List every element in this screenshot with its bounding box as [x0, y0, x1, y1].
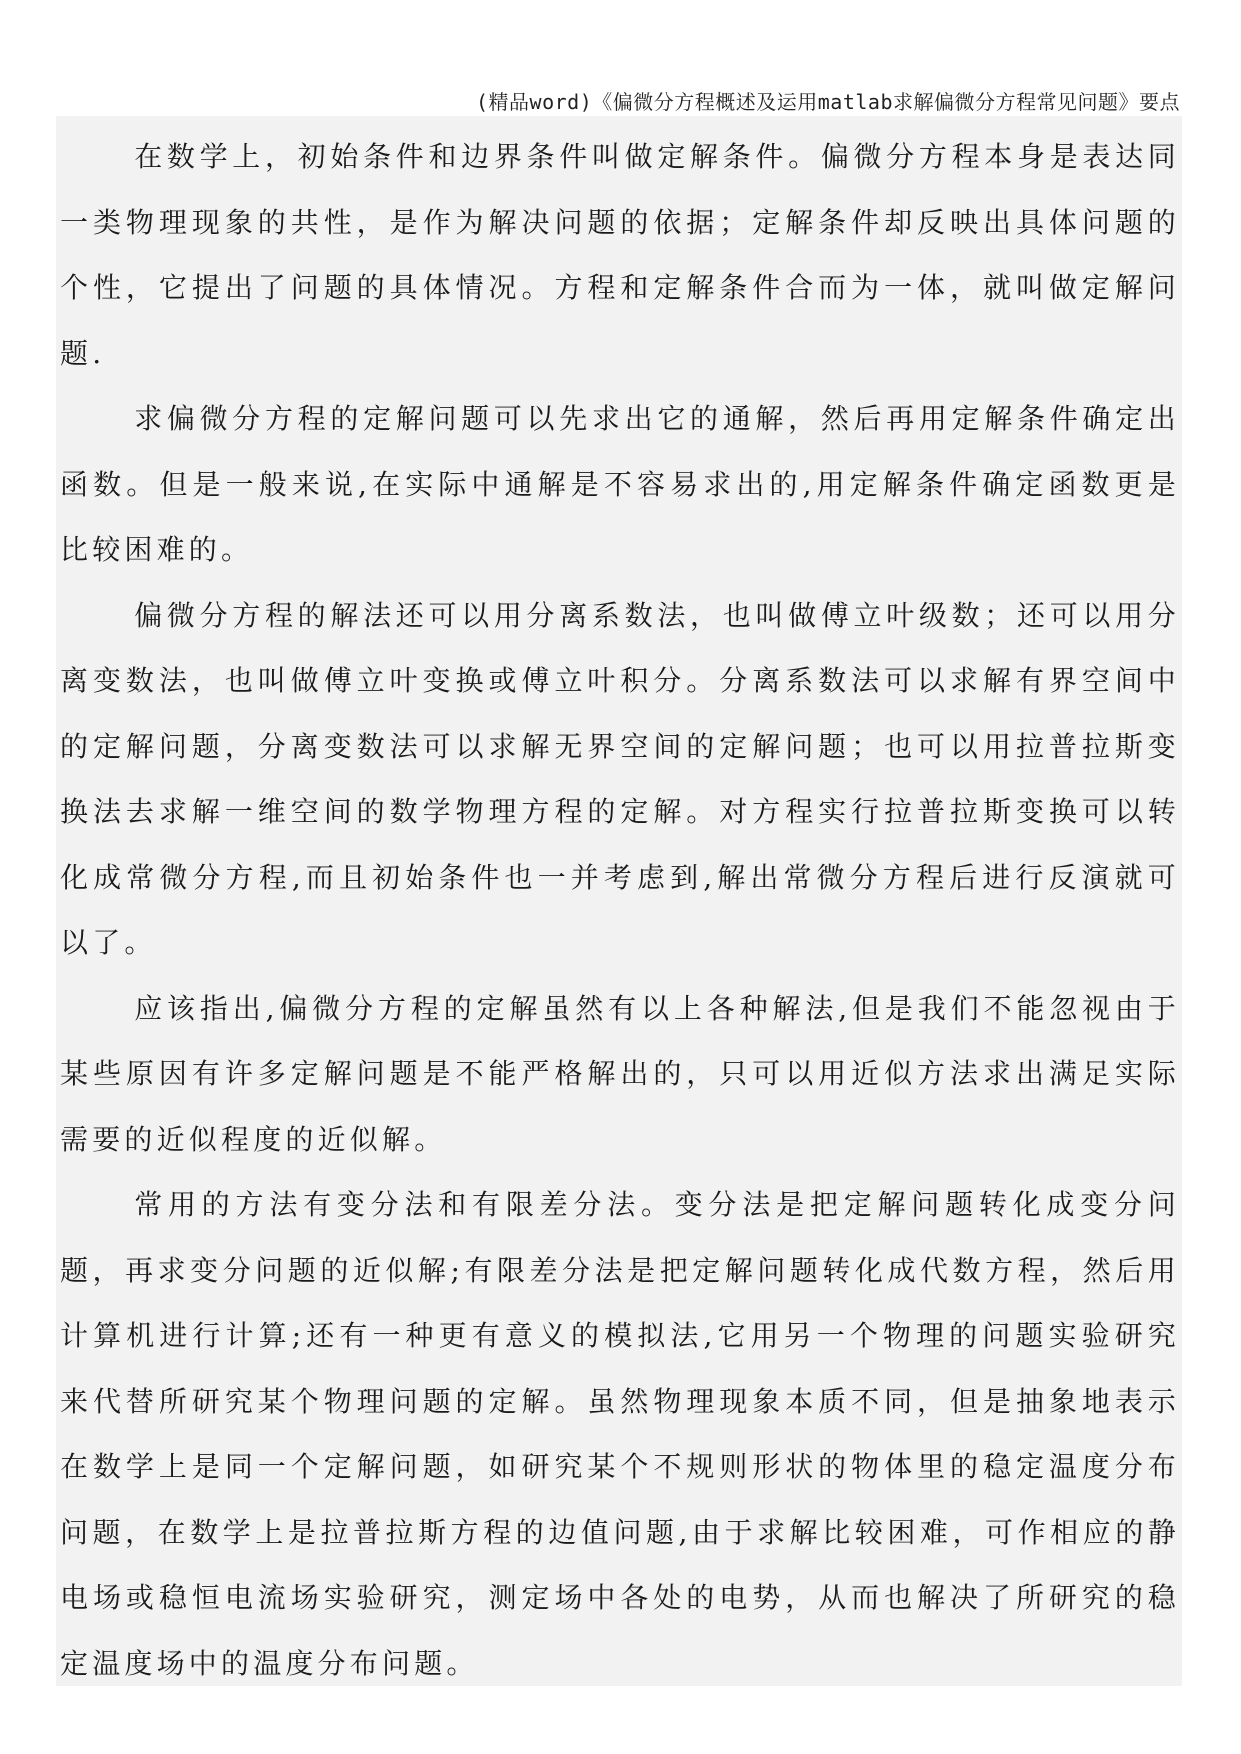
- paragraph-definite-conditions: 在数学上，初始条件和边界条件叫做定解条件。偏微分方程本身是表达同一类物理现象的共性，是作为解决问题的依据；定解条件却反映出具体问题的个性，它提出了问题的具体情况。方程和定解条件合而为一体，就叫做定解问题.: [60, 140, 1180, 370]
- document-body: [56, 116, 1182, 1686]
- document-header: (精品word)《偏微分方程概述及运用matlab求解偏微分方程常见问题》要点: [476, 90, 1180, 114]
- paragraph-solution-methods: 偏微分方程的解法还可以用分离系数法，也叫做傅立叶级数；还可以用分离变数法，也叫做傅立叶变换或傅立叶积分。分离系数法可以求解有界空间中的定解问题，分离变数法可以求解无界空间的定解问题；也可以用拉普拉斯变换法去求解一维空间的数学物理方程的定解。对方程实行拉普拉斯变换可以转化成常微分方程,而且初始条件也一并考虑到,解出常微分方程后进行反演就可以了。: [60, 598, 1180, 959]
- paragraph-general-solution: 求偏微分方程的定解问题可以先求出它的通解，然后再用定解条件确定出函数。但是一般来说,在实际中通解是不容易求出的,用定解条件确定函数更是比较困难的。: [60, 402, 1180, 566]
- paragraph-variational-finite-difference: 常用的方法有变分法和有限差分法。变分法是把定解问题转化成变分问题，再求变分问题的近似解;有限差分法是把定解问题转化成代数方程，然后用计算机进行计算;还有一种更有意义的模拟法,它用另一个物理的问题实验研究来代替所研究某个物理问题的定解。虽然物理现象本质不同，但是抽象地表示在数学上是同一个定解问题，如研究某个不规则形状的物体里的稳定温度分布问题，在数学上是拉普拉斯方程的边值问题,由于求解比较困难，可作相应的静电场或稳恒电流场实验研究，测定场中各处的电势，从而也解决了所研究的稳定温度场中的温度分布问题。: [60, 1188, 1180, 1680]
- paragraph-approximate-solutions: 应该指出,偏微分方程的定解虽然有以上各种解法,但是我们不能忽视由于某些原因有许多定解问题是不能严格解出的，只可以用近似方法求出满足实际需要的近似程度的近似解。: [60, 991, 1180, 1156]
